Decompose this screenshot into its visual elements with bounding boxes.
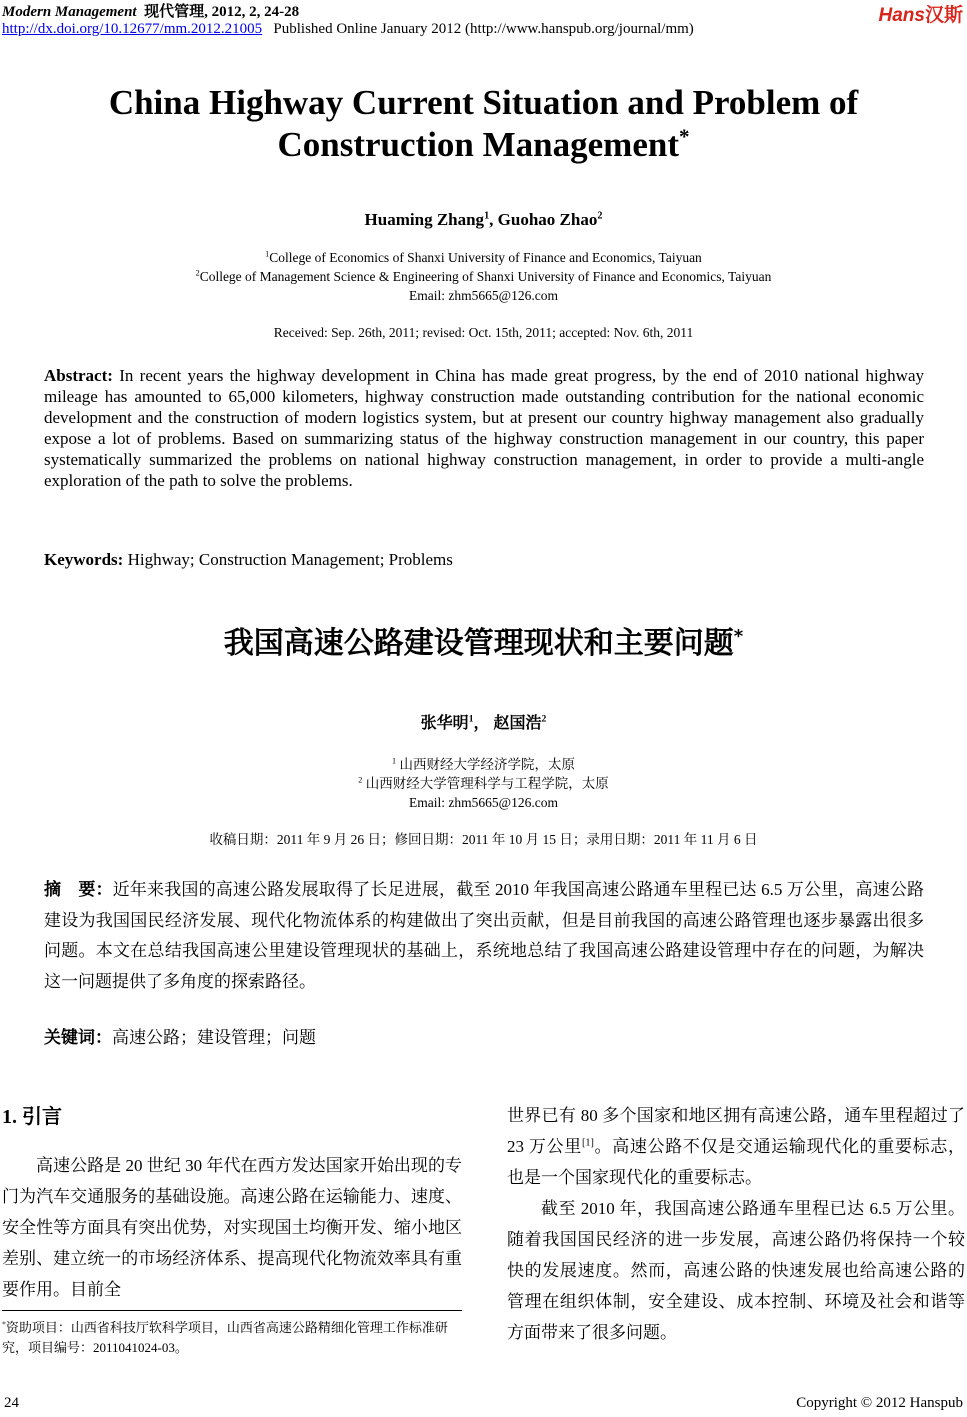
right-column xyxy=(507,1100,965,1348)
citation[interactable]: [1] xyxy=(581,1137,594,1149)
email: Email: zhm5665@126.com xyxy=(409,288,558,303)
received-dates: Received: Sep. 26th, 2011; revised: Oct. 15th, 2011; accepted: Nov. 6th, 2011 xyxy=(273,325,694,340)
left-column xyxy=(2,1150,462,1305)
affiliation: College of Economics of Shanxi University of Finance and Economics, Taiyuan xyxy=(269,250,702,265)
affiliation: College of Management Science & Engineering of Shanxi University of Finance and Economics, Taiyuan xyxy=(199,269,772,284)
text: 。高速公路不仅是交通运输现代化的重要标志，也是一个国家现代化的重要标志。 xyxy=(507,1137,966,1187)
cn-dates: 收稿日期：2011 年 9 月 26 日；修回日期：2011 年 10 月 15 日；录用日期：2011 年 11 月 6 日 xyxy=(209,832,758,847)
author: Guohao Zhao xyxy=(497,210,598,229)
author: Huaming Zhang xyxy=(364,210,485,229)
hans-logo xyxy=(879,0,963,27)
footnote-divider xyxy=(2,1310,462,1311)
abstract xyxy=(44,365,924,491)
cn-abstract xyxy=(44,875,924,997)
keywords-text: 高速公路；建设管理；问题 xyxy=(112,1028,316,1047)
affiliation: 山西财经大学管理科学与工程学院，太原 xyxy=(365,776,609,791)
affiliation: 山西财经大学经济学院，太原 xyxy=(399,757,575,772)
title-footnote-mark: * xyxy=(733,626,744,647)
logo-text: Hans xyxy=(878,5,925,26)
copyright: Copyright © 2012 Hanspub xyxy=(796,1395,963,1411)
footnote xyxy=(2,1318,464,1358)
author: 张华明 xyxy=(420,715,469,732)
paragraph: 高速公路是 20 世纪 30 年代在西方发达国家开始出现的专门为汽车交通服务的基础设施。高速公路在运输能力、速度、安全性等方面具有突出优势，对实现国土均衡开发、缩小地区差别、建立统一的市场经济体系、提高现代化物流效率具有重要作用。目前全 xyxy=(2,1156,462,1299)
title-line: China Highway Current Situation and Problem of xyxy=(108,83,859,122)
keywords xyxy=(44,549,924,570)
email: Email: zhm5665@126.com xyxy=(409,795,558,810)
journal-name: Modern Management xyxy=(2,4,137,20)
cn-authors: 张华明$^1$， 赵国浩$^2$ xyxy=(420,713,547,732)
aff-sup: 1 xyxy=(265,249,270,259)
journal-header xyxy=(2,0,299,21)
abstract-label: 摘 要： xyxy=(44,880,113,899)
paper-title xyxy=(0,82,967,166)
page-number: 24 xyxy=(4,1395,19,1411)
author-sup: 2 xyxy=(541,713,547,725)
cn-title xyxy=(0,618,967,662)
footnote-text: 资助项目：山西省科技厅软科学项目，山西省高速公路精细化管理工作标准研究，项目编号：2011041024-03。 xyxy=(2,1320,448,1355)
cn-affiliations xyxy=(0,755,967,812)
aff-sup: 1 xyxy=(392,756,397,766)
text: 世界已有 80 多个国家和地区拥有高速公路，通车里程超过了 23 万公里 xyxy=(507,1106,965,1156)
section-heading: 1. 引言 xyxy=(2,1106,62,1128)
paragraph: 截至 2010 年，我国高速公路通车里程已达 6.5 万公里。随着我国国民经济的进一步发展，高速公路仍将保持一个较快的发展速度。然而，高速公路的快速发展也给高速公路的管理在组织体制，安全建设、成本控制、环境及社会和谐等方面带来了很多问题。 xyxy=(507,1199,965,1342)
paragraph xyxy=(507,1100,965,1193)
aff-sup: 2 xyxy=(358,775,363,785)
keywords-text: Highway; Construction Management; Problems xyxy=(123,550,453,569)
author: 赵国浩 xyxy=(493,715,542,732)
footnote-mark: * xyxy=(2,1319,6,1329)
doi-line xyxy=(2,21,694,38)
logo-text-cn: 汉斯 xyxy=(924,5,963,26)
abstract-text: 近年来我国的高速公路发展取得了长足进展，截至 2010 年我国高速公路通车里程已达 6.5 万公里，高速公路建设为我国国民经济发展、现代化物流体系的构建做出了突出贡献，但是目前我国的高速公路管理也逐步暴露出很多问题。本文在总结我国高速公里建设管理现状的基础上，系统地总结了我国高速公路建设管理中存在的问题，为解决这一问题提供了多角度的探索路径。 xyxy=(44,880,925,991)
keywords-label: Keywords: xyxy=(44,550,124,569)
title-line: Construction Management xyxy=(277,125,679,164)
abstract-label: Abstract: xyxy=(44,366,113,385)
journal-citation: 现代管理, 2012, 2, 24-28 xyxy=(144,4,300,20)
author-sup: 2 xyxy=(597,210,603,222)
doi-link[interactable]: http://dx.doi.org/10.12677/mm.2012.21005 xyxy=(2,21,263,37)
aff-sup: 2 xyxy=(195,268,200,278)
authors: Huaming Zhang$^1$, Guohao Zhao$^2$ xyxy=(364,210,603,229)
keywords-label: 关键词： xyxy=(44,1028,112,1047)
published-info: Published Online January 2012 (http://www.hanspub.org/journal/mm) xyxy=(273,21,694,37)
author-sup: 1 xyxy=(468,713,474,725)
author-sup: 1 xyxy=(484,210,490,222)
cn-keywords xyxy=(44,1027,924,1048)
affiliations xyxy=(0,248,967,305)
cn-title-text: 我国高速公路建设管理现状和主要问题 xyxy=(223,626,734,661)
title-footnote-mark: * xyxy=(679,124,690,149)
abstract-text: In recent years the highway development in China has made great progress, by the end of 2010 national highway mileage has amounted to 65,000 kilometers, highway construction made outstanding contribution for the national economic development and the construction of modern logistics system, but at present our country highway management also gradually expose a lot of problems. Based on summarizing status of the highway construction management in our country, this paper systematically summarized the problems on national highway construction management, in order to provide a multi-angle exploration of the path to solve the problems. xyxy=(44,366,924,490)
